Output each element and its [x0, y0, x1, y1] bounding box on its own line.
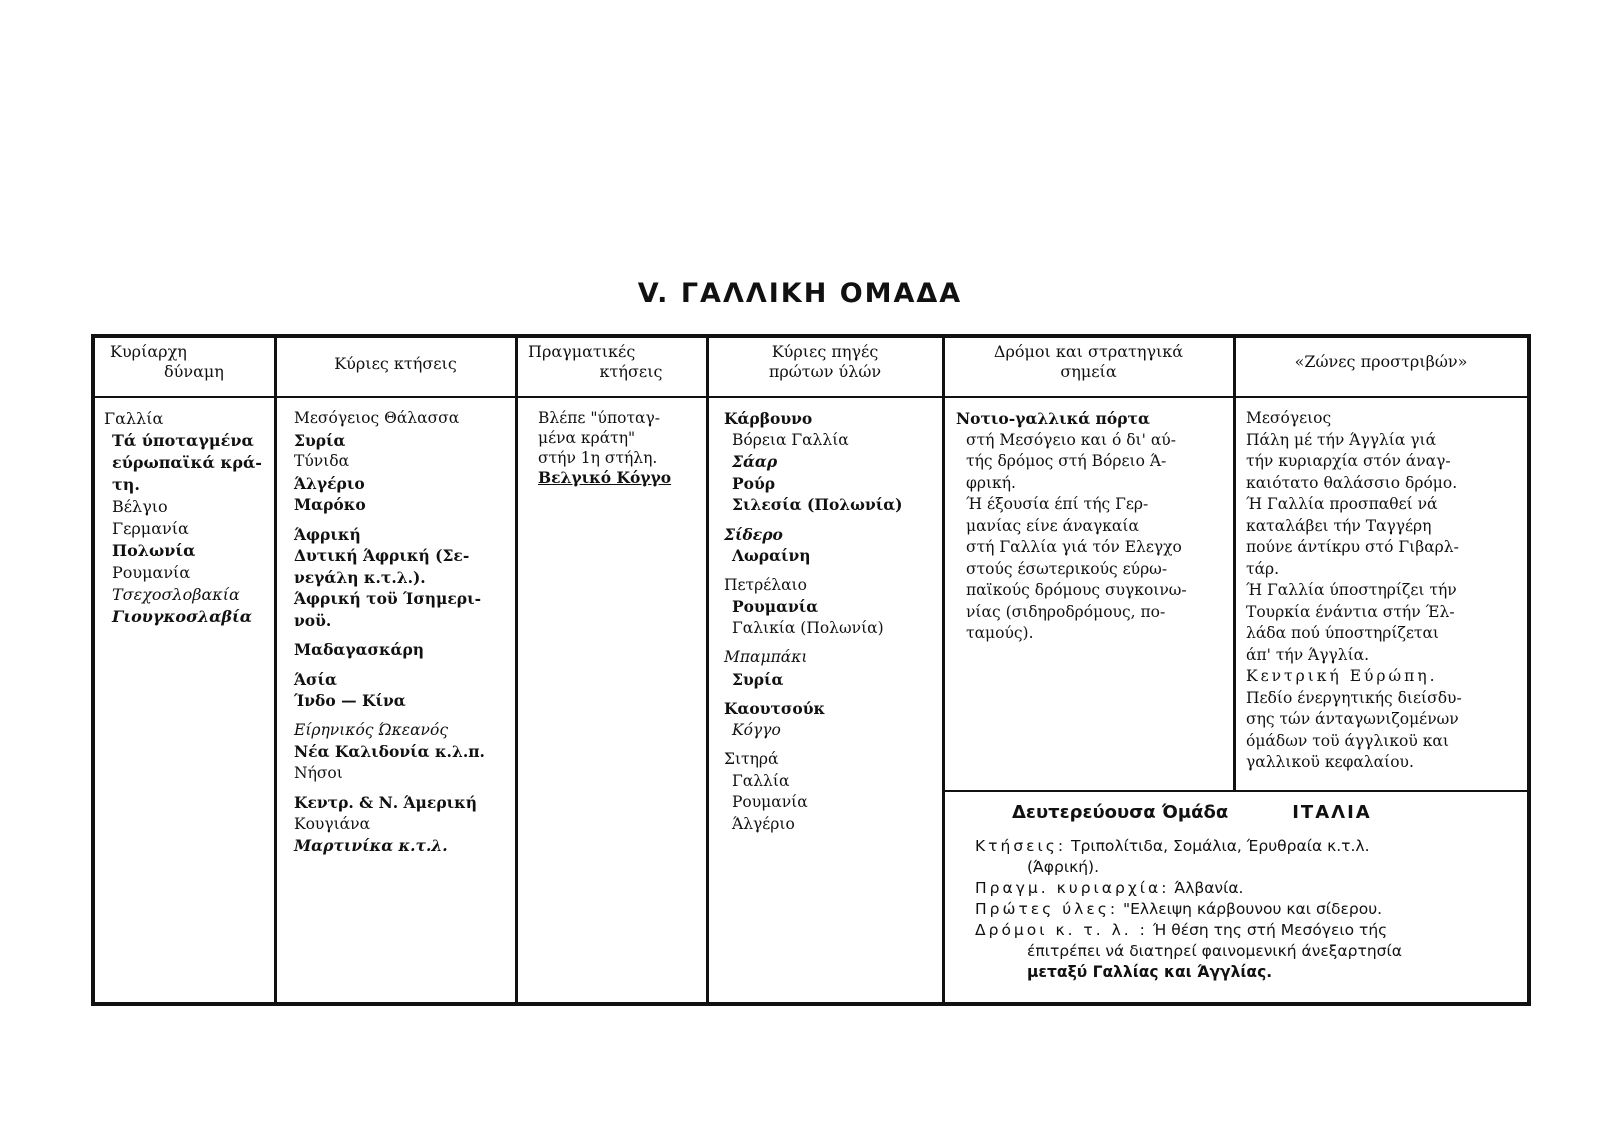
- list-item: Βόρεια Γαλλία: [732, 430, 849, 449]
- list-item: Γερμανία: [112, 519, 189, 538]
- list-item: Γαλικία (Πολωνία): [732, 618, 884, 637]
- list-item: Συρία: [732, 669, 784, 689]
- header-raw-materials: [709, 342, 941, 392]
- list-item: τη.: [112, 475, 140, 494]
- paragraph-line: ταμούς).: [966, 624, 1034, 642]
- paragraph-line: παϊκούς δρόμους συγκοινω-: [966, 581, 1187, 599]
- list-item: νοϋ.: [294, 610, 332, 630]
- header-line: «Ζώνες προστριβών»: [1294, 352, 1468, 371]
- italy-country: ΙΤΑΛΙΑ: [1292, 802, 1372, 823]
- italy-line-text: (Άφρική).: [1027, 858, 1100, 876]
- list-item: Μαρτινίκα κ.τ.λ.: [294, 836, 448, 855]
- list-item: Πολωνία: [112, 541, 196, 560]
- italy-line-key: Πραγμ. κυριαρχία:: [975, 879, 1170, 897]
- list-item: Δυτική Άφρική (Σε-: [294, 546, 470, 565]
- header-line: πρώτων ύλών: [768, 362, 882, 381]
- header-line: Δρόμοι και στρατηγικά: [993, 342, 1184, 361]
- italy-line: [975, 941, 1505, 962]
- paragraph-line: μανίας είνε άναγκαία: [966, 516, 1139, 535]
- list-item: Βέλγιο: [112, 497, 168, 516]
- list-item: Σάαρ: [732, 452, 778, 471]
- italy-line-text: Άλβανία.: [1174, 879, 1244, 897]
- header-line: Κύριες κτήσεις: [334, 354, 457, 373]
- italy-line-key: Κτήσεις:: [975, 837, 1067, 855]
- list-item: Βλέπε "ύποταγ-: [538, 409, 661, 427]
- list-item: Πετρέλαιο: [724, 575, 807, 594]
- paragraph-line: όμάδων τοϋ άγγλικοϋ και: [1246, 731, 1449, 750]
- list-item: Τύνιδα: [294, 452, 350, 470]
- header-line: Κυρίαρχη: [110, 342, 187, 361]
- italy-line-text: "Ελλειψη κάρβουνου και σίδερου.: [1122, 900, 1383, 918]
- paragraph-line: Νοτιο-γαλλικά πόρτα: [956, 409, 1150, 428]
- list-item: Είρηνικός Ώκεανός: [294, 720, 448, 739]
- header-line: δύναμη: [164, 362, 224, 381]
- italy-box-rule: [945, 790, 1527, 792]
- paragraph-line: τήν κυριαρχία στόν άναγ-: [1246, 452, 1451, 470]
- list-item: Άλγέριο: [294, 473, 365, 493]
- header-rule: [95, 396, 1527, 398]
- header-line: σημεία: [1060, 362, 1117, 381]
- paragraph-line: Ή Γαλλία ύποστηρίζει τήν: [1246, 581, 1457, 599]
- list-item: Κάρβουνο: [724, 409, 813, 428]
- paragraph-line: Πεδίο ένεργητικής διείσδυ-: [1246, 688, 1462, 707]
- list-item: Καουτσούκ: [724, 699, 826, 718]
- list-item: εύρωπαϊκά κρά-: [112, 453, 262, 472]
- column-routes: [956, 408, 1231, 645]
- list-item: Βελγικό Κόγγο: [538, 468, 672, 487]
- list-item: Γαλλία: [104, 409, 164, 428]
- list-item: Μαδαγασκάρη: [294, 640, 425, 659]
- column-divider-5: [1233, 334, 1236, 790]
- column-real-possessions: [538, 408, 704, 488]
- italy-line-text: έπιτρέπει νά διατηρεί φαινομενική άνεξαρτησία: [1027, 942, 1402, 960]
- paragraph-line: νίας (σιδηροδρόμους, πο-: [966, 602, 1166, 621]
- list-item: Τά ύποταγμένα: [112, 431, 254, 450]
- list-item: Συρία: [294, 430, 346, 450]
- list-item: Ίνδο — Κίνα: [294, 691, 406, 710]
- list-item: Νέα Καλιδονία κ.λ.π.: [294, 742, 485, 761]
- header-line: Κύριες πηγές: [771, 342, 879, 361]
- paragraph-line: Ή έξουσία έπί τής Γερ-: [966, 495, 1149, 513]
- paragraph-line: σης τών άνταγωνιζομένων: [1246, 710, 1459, 728]
- paragraph-line: Πάλη μέ τήν Άγγλία γιά: [1246, 430, 1437, 449]
- header-line: Πραγματικές: [528, 342, 636, 361]
- list-item: μένα κράτη": [538, 429, 636, 447]
- list-item: Ρούρ: [732, 473, 776, 493]
- column-raw-materials: [724, 408, 938, 835]
- list-item: Ρουμανία: [732, 597, 819, 616]
- column-friction-zones: [1246, 408, 1524, 774]
- italy-line: [975, 899, 1505, 920]
- italy-line: [975, 878, 1505, 899]
- paragraph-line: Μεσόγειος: [1246, 409, 1332, 427]
- page-title: V. ΓΑΛΛΙΚΗ ΟΜΑΔΑ: [637, 278, 963, 309]
- list-item: Άσία: [294, 669, 337, 689]
- list-item: Γιουγκοσλαβία: [112, 607, 253, 626]
- list-item: Μπαμπάκι: [724, 648, 808, 666]
- header-line: κτήσεις: [599, 362, 663, 381]
- paragraph-line: φρική.: [966, 473, 1016, 492]
- paragraph-line: καταλάβει τήν Ταγγέρη: [1246, 516, 1432, 535]
- list-item: Λωραίνη: [732, 546, 811, 565]
- header-friction-zones: [1236, 342, 1526, 392]
- list-item: Κόγγο: [732, 720, 781, 739]
- column-divider-2: [515, 334, 518, 1006]
- paragraph-line: Τουρκία ένάντια στήν Έλ-: [1246, 602, 1455, 621]
- list-item: Κεντρ. & Ν. Άμερική: [294, 793, 478, 812]
- list-item: Άφρική τοϋ Ίσημερι-: [294, 589, 482, 608]
- paragraph-line: στή Μεσόγειο και ό δι' αύ-: [966, 430, 1176, 449]
- column-divider-1: [274, 334, 277, 1006]
- paragraph-line: λάδα πού ύποστηρίζεται: [1246, 624, 1440, 642]
- header-real-possessions: [518, 342, 704, 392]
- list-item: Άλγέριο: [732, 814, 795, 833]
- list-item: Τσεχοσλοβακία: [112, 585, 240, 604]
- list-item: Κουγιάνα: [294, 814, 371, 833]
- header-dominant-power: [110, 342, 260, 392]
- list-item: Νήσοι: [294, 763, 343, 782]
- list-item: Σιτηρά: [724, 750, 779, 768]
- column-divider-4: [942, 334, 945, 1006]
- italy-line-text: μεταξύ Γαλλίας και Άγγλίας.: [1027, 963, 1273, 981]
- list-item: νεγάλη κ.τ.λ.).: [294, 567, 426, 587]
- paragraph-line: άπ' τήν Άγγλία.: [1246, 645, 1370, 664]
- column-main-possessions: [294, 408, 512, 857]
- paragraph-line: πούνε άντίκρυ στό Γιβαρλ-: [1246, 538, 1459, 556]
- italy-line: [975, 857, 1505, 878]
- column-divider-3: [706, 334, 709, 1006]
- italy-group-label: Δευτερεύουσα Όμάδα: [1012, 802, 1229, 823]
- paragraph-line: Κεντρική Εύρώπη.: [1246, 667, 1438, 685]
- list-item: Γαλλία: [732, 771, 790, 790]
- italy-heading: [1012, 802, 1372, 823]
- list-item: Μεσόγειος Θάλασσα: [294, 409, 460, 427]
- list-item: Ρουμανία: [112, 563, 191, 582]
- list-item: Ρουμανία: [732, 793, 808, 811]
- list-item: στήν 1η στήλη.: [538, 449, 658, 467]
- italy-details: [975, 836, 1505, 983]
- paragraph-line: τάρ.: [1246, 559, 1280, 578]
- column-dominant-power: [104, 408, 270, 628]
- list-item: Σιλεσία (Πολωνία): [732, 495, 903, 514]
- italy-line-key: Δρόμοι κ. τ. λ. :: [975, 921, 1148, 939]
- header-main-possessions: [278, 342, 513, 392]
- list-item: Μαρόκο: [294, 495, 366, 514]
- italy-line-key: Πρώτες ύλες:: [975, 900, 1119, 918]
- italy-line-text: Ή θέση της στή Μεσόγειο τής: [1152, 921, 1388, 939]
- list-item: Άφρική: [294, 524, 361, 544]
- paragraph-line: στούς έσωτερικούς εύρω-: [966, 559, 1168, 578]
- italy-line: [975, 962, 1505, 983]
- paragraph-line: στή Γαλλία γιά τόν Ελεγχο: [966, 538, 1182, 556]
- paragraph-line: Ή Γαλλία προσπαθεί νά: [1246, 495, 1438, 513]
- paragraph-line: γαλλικοϋ κεφαλαίου.: [1246, 753, 1414, 771]
- italy-line: [975, 920, 1505, 941]
- italy-line-text: Τριπολίτιδα, Σομάλια, Έρυθραία κ.τ.λ.: [1071, 837, 1370, 855]
- italy-line: [975, 836, 1505, 857]
- list-item: Σίδερο: [724, 524, 783, 544]
- paragraph-line: τής δρόμος στή Βόρειο Ά-: [966, 452, 1167, 470]
- paragraph-line: καιότατο θαλάσσιο δρόμο.: [1246, 473, 1458, 492]
- header-routes: [945, 342, 1232, 392]
